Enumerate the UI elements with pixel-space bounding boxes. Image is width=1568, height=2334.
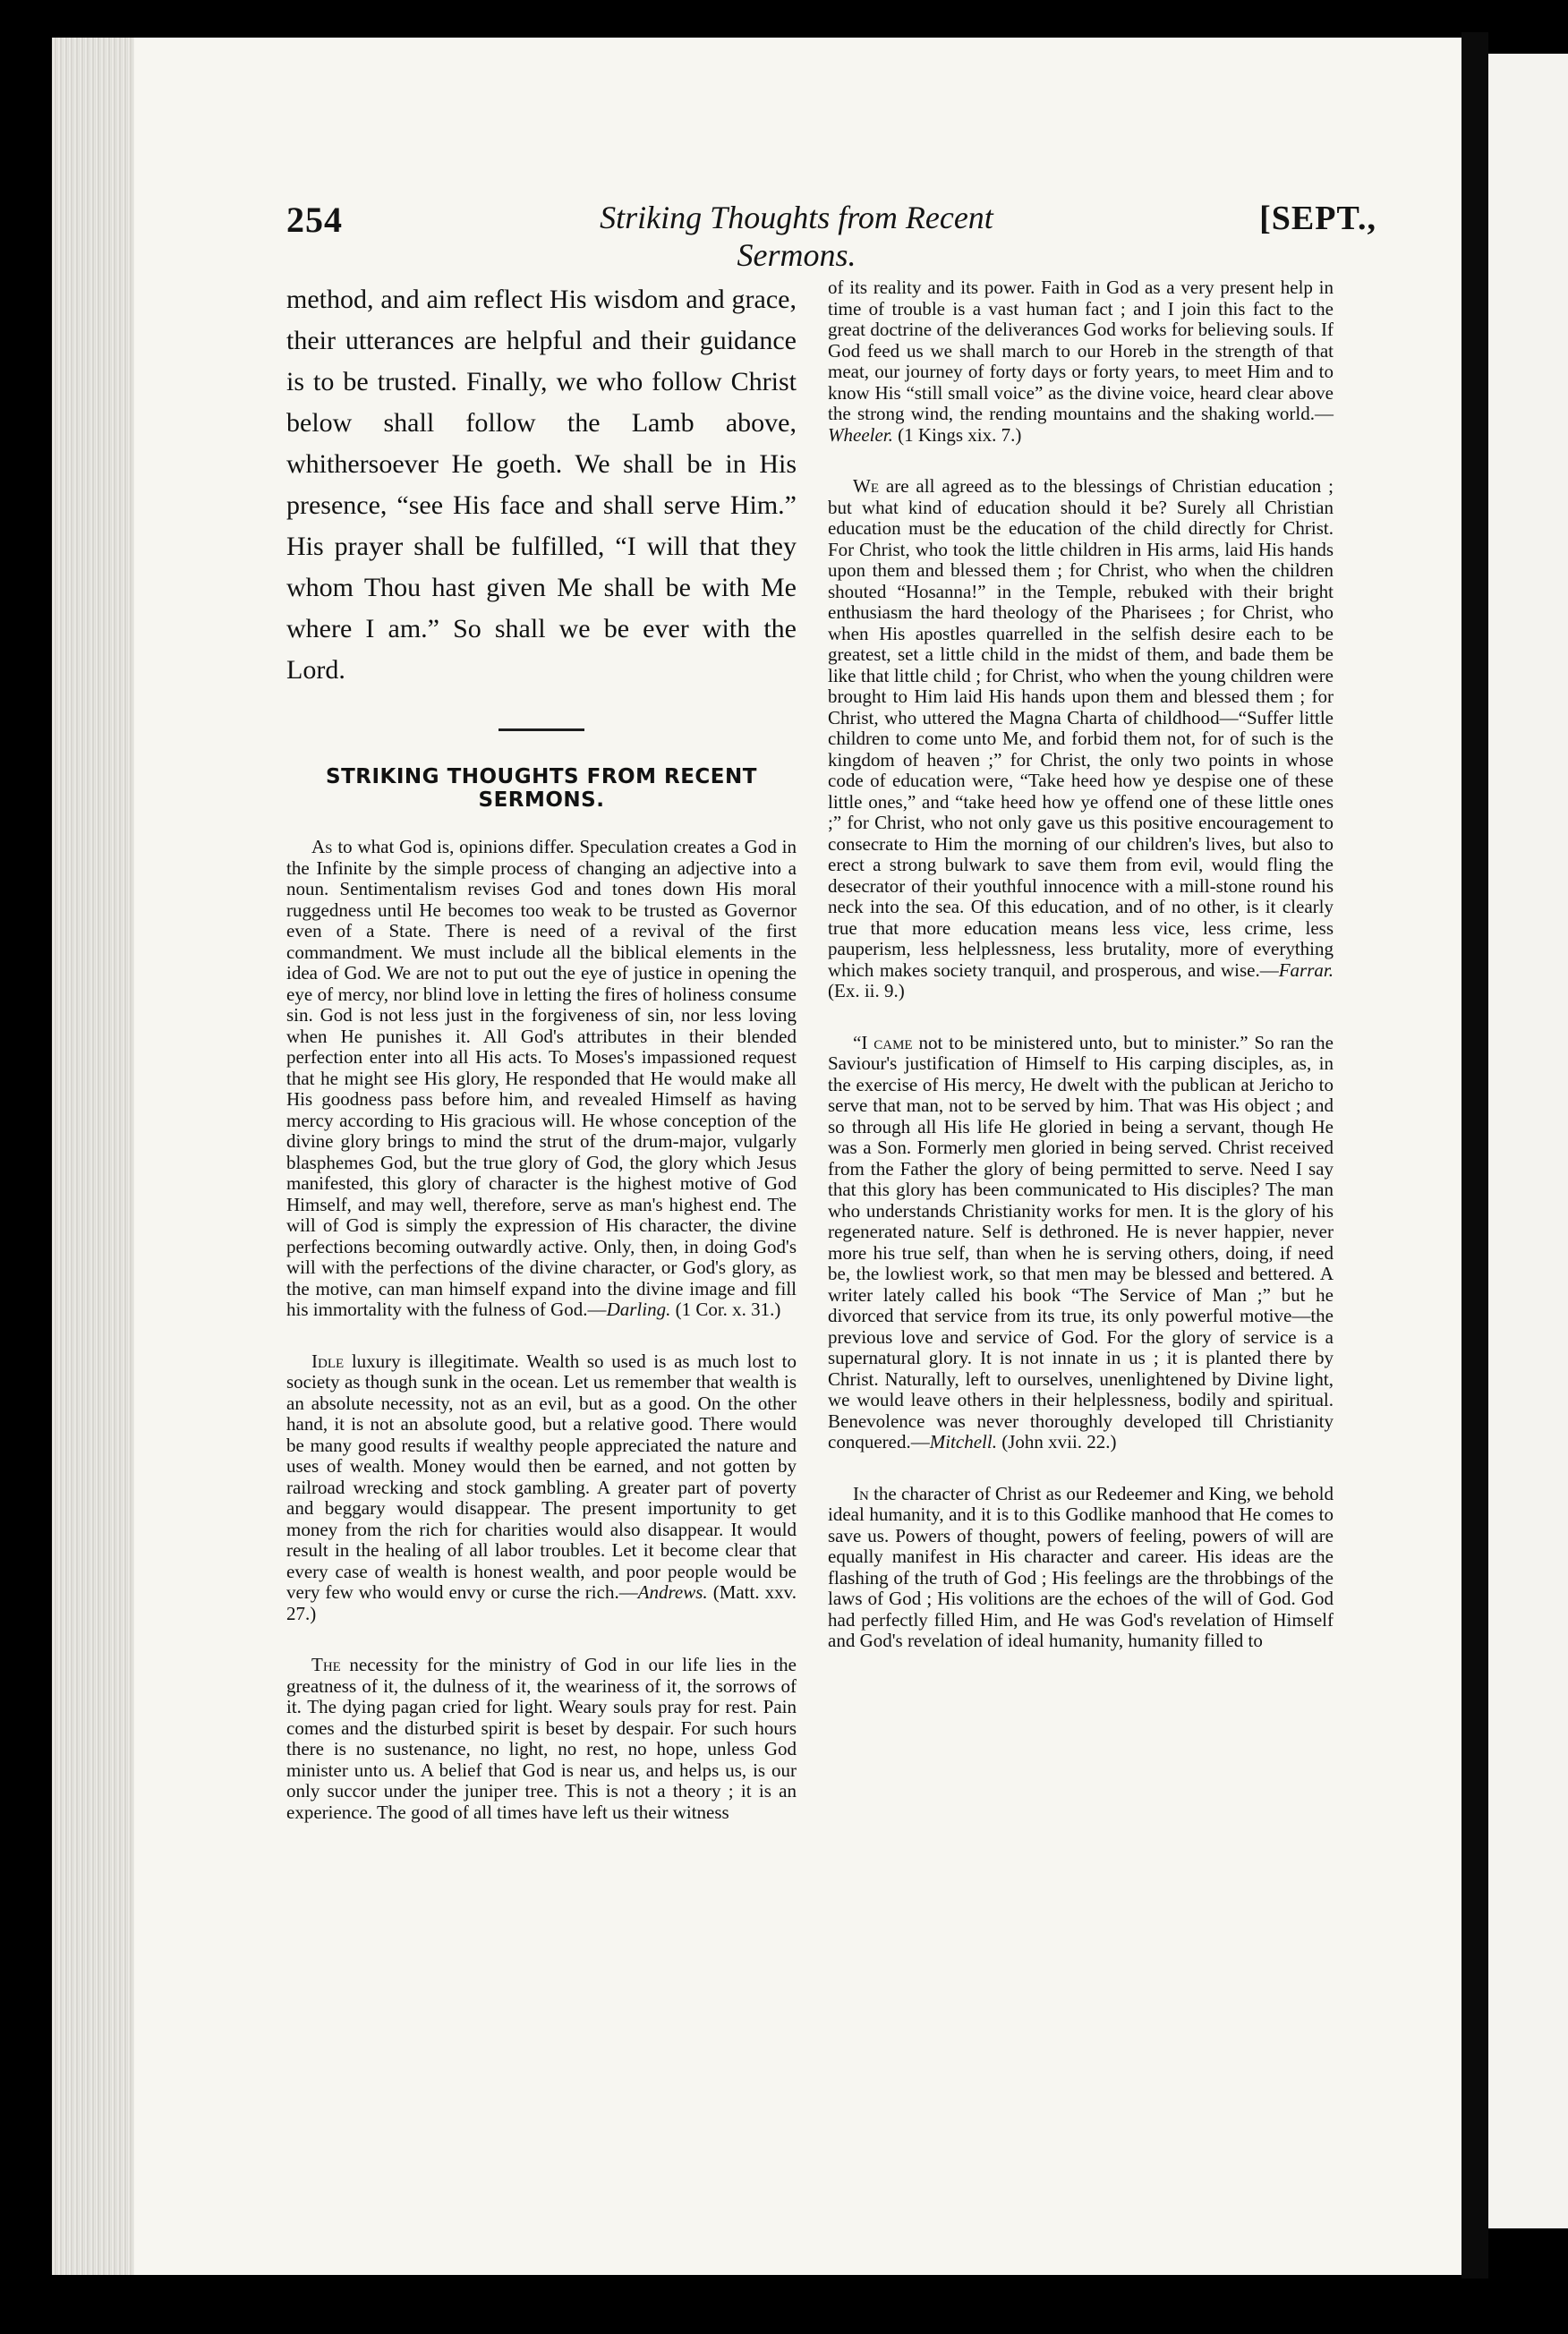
- paragraph-lead: “I came: [853, 1031, 913, 1053]
- scripture-reference: (John xvii. 22.): [996, 1431, 1117, 1452]
- paragraph-lead: We: [853, 475, 879, 497]
- sermon-paragraph: [828, 476, 1334, 1002]
- page-edge: [52, 38, 134, 2275]
- paragraph-lead: As: [311, 836, 333, 857]
- paragraph-text: not to be ministered unto, but to minister.” So ran the Saviour's justification of Himself to His carping disciples, as, in the exercise of His mercy, He dwelt with the publican at Jericho to serve that man, not to be served by him. That was His object ; and so through all His life He gloried in being a servant, though He was a Son. Formerly men gloried in being served. Christ received from the Father the glory of being permitted to serve. Need I say that this glory has been communicated to His disciples? The man who understands Christianity works for men. It is the glory of his regenerated nature. Self is dethroned. He is never happier, never more his true self, than when he is serving others, doing, if need be, the lowliest work, so that men may be blessed and bettered. A writer lately called his book “The Service of Man ;” but he divorced that service from its true, its only powerful motive—the previous love and service of God. For the glory of service is a supernatural glory. It is not innate in us ; it is planted there by Christ. Naturally, left to ourselves, unenlightened by Divine light, we would leave others in their helplessness, bodily and spiritual. Benevolence was never thoroughly developed till Christianity conquered.—: [828, 1031, 1334, 1452]
- running-title: Striking Thoughts from Recent Sermons.: [600, 200, 993, 273]
- adjacent-page: [1488, 54, 1568, 2228]
- paragraph-text: necessity for the ministry of God in our life lies in the greatness of it, the dulness of it, the weariness of it, the sorrows of it. The dying pagan cried for light. Weary souls pray for rest. Pain comes and the disturbed spirit is beset by despair. For such hours there is no sustenance, no light, no rest, no hope, unless God minister unto us. A belief that God is near us, and helps us, is our only succor under the juniper tree. This is not a theory ; it is an experience. The good of all times have left us their witness: [286, 1654, 797, 1823]
- paragraph-text: of its reality and its power. Faith in God as a very present help in time of trouble is a vast human fact ; and I join this fact to the great doctrine of the deliverances God works for believing souls. If God feed us we shall march to our Horeb in the strength of that meat, our journey of forty days or forty years, to meet Him and to know His “still small voice” as the divine voice, heard clear above the strong wind, the rending mountains and the shaking world.—: [828, 277, 1334, 424]
- right-page-shadow: [1461, 32, 1488, 2279]
- paragraph-text: luxury is illegitimate. Wealth so used is as much lost to society as though sunk in the ocean. Let us remember that wealth is an absolute necessity, not as an evil, but as a good. On the other hand, it is not an absolute good, but a relative good. There would be many good results if wealthy people appreciated the nature and uses of wealth. Money would then be earned, and not gotten by railroad wrecking and stock gambling. A greater part of poverty and beggary would disappear. The present importunity to get money from the rich for charities would also disappear. It would result in the healing of all labor troubles. Let it become clear that every case of wealth is honest wealth, and poor people would be very few who would envy or curse the rich.—: [286, 1350, 797, 1603]
- sermon-author: Andrews.: [637, 1581, 708, 1603]
- sermon-author: Wheeler.: [828, 423, 893, 446]
- paragraph-lead: The: [311, 1654, 341, 1675]
- sermon-paragraph: [828, 1484, 1334, 1652]
- paragraph-text: the character of Christ as our Redeemer and King, we behold ideal humanity, and it is to this Godlike manhood that He comes to save us. Powers of thought, powers of feeling, powers of will are equally manifest in His character and career. His ideas are the flashing of the truth of God ; His feelings are the throbbings of the laws of God ; His volitions are the echoes of the will of God. God had perfectly filled Him, and He was God's revelation of Himself and God's revelation of ideal humanity, humanity filled to: [828, 1482, 1334, 1651]
- section-heading: STRIKING THOUGHTS FROM RECENT SERMONS.: [326, 765, 757, 812]
- sermon-paragraph: [286, 1351, 797, 1625]
- scripture-reference: (Ex. ii. 9.): [828, 980, 905, 1001]
- scripture-reference: (1 Kings xix. 7.): [892, 423, 1022, 446]
- running-date: [SEPT.,: [1259, 200, 1376, 237]
- left-column: [286, 279, 797, 1853]
- scripture-reference: (Matt. xxv. 27.): [286, 1581, 797, 1624]
- sermon-paragraph: [286, 1655, 797, 1823]
- sermon-paragraph: [828, 1033, 1334, 1453]
- sermon-paragraph: [828, 277, 1334, 446]
- right-column: [828, 277, 1334, 1682]
- sermon-author: Farrar.: [1278, 958, 1334, 981]
- scripture-reference: (1 Cor. x. 31.): [670, 1299, 781, 1320]
- paragraph-lead: Idle: [311, 1350, 345, 1372]
- paragraph-lead: In: [853, 1482, 869, 1504]
- page-number: 254: [286, 200, 343, 240]
- sermon-paragraph: [286, 837, 797, 1321]
- sermon-author: Mitchell.: [929, 1431, 997, 1452]
- sermon-author: Darling.: [606, 1299, 671, 1320]
- continuation-paragraph: method, and aim reflect His wisdom and grace, their utterances are helpful and their guidance is to be trusted. Finally, we who follow Christ below shall follow the Lamb above, whithersoever He goeth. We shall be in His presence, “see His face and shall serve Him.” His prayer shall be fulfilled, “I will that they whom Thou hast given Me shall be with Me where I am.” So shall we be ever with the Lord.: [286, 285, 797, 685]
- running-header: [286, 199, 1376, 273]
- paragraph-text: to what God is, opinions differ. Speculation creates a God in the Infinite by the simple process of changing an adjective into a noun. Sentimentalism revises God and tones down His moral ruggedness until He becomes too weak to be trusted as Governor even of a State. There is need of a revival of the first commandment. We must include all the biblical elements in the idea of God. We are not to put out the eye of justice in opening the eye of mercy, nor blind love in letting the fires of holiness consume sin. God is not less just in the forgiveness of sin, nor less loving when He punishes it. All God's attributes in their blended perfection enter into all His acts. To Moses's impassioned request that he might see His glory, He responded that He would make all His goodness pass before him, and revealed Himself as having mercy according to His gracious will. He whose conception of the divine glory brings to mind the strut of the drum-major, vulgarly blasphemes God, but the true glory of God, the glory which Jesus manifested, this glory of character is the highest motive of God Himself, and may well, therefore, serve as man's highest end. The will of God is simply the expression of His character, the divine perfections becoming outwardly active. Only, then, in doing God's will with the perfections of the divine character, or God's glory, as the motive, can man himself expand into the divine image and fill his immortality with the fulness of God.—: [286, 836, 797, 1320]
- paragraph-text: are all agreed as to the blessings of Christian education ; but what kind of education should it be? Surely all Christian education must be the education of the child directly for Christ. For Christ, who took the little children in His arms, laid His hands upon them and blessed them ; for Christ, who when the children shouted “Hosanna!” in the Temple, rebuked with their bright enthusiasm the hard theology of the Pharisees ; for Christ, who when His apostles quarrelled in the selfish desire each to be greatest, set a little child in the midst of them, and bade them be like that little child ; for Christ, who when the young children were brought to Him laid His hands upon them and blessed them ; for Christ, who uttered the Magna Charta of childhood—“Suffer little children to come unto Me, and forbid them not, for of such is the kingdom of heaven ;” for Christ, the only two points in whose code of education were, “Take heed how ye despise one of these little ones,” and “take heed how ye offend one of these little ones ;” for Christ, who not only gave us this positive encouragement to consecrate to Him the morning of our children's lives, but also to erect a strong bulwark to save them from evil, would fling the desecrator of their youthful innocence with a mill-stone round his neck into the sea. Of this education, and of no other, is it clearly true that more education means less vice, less crime, less pauperism, less helplessness, less brutality, more of everything which makes society tranquil, and prosperous, and wise.—: [828, 475, 1334, 981]
- section-divider: [499, 728, 584, 731]
